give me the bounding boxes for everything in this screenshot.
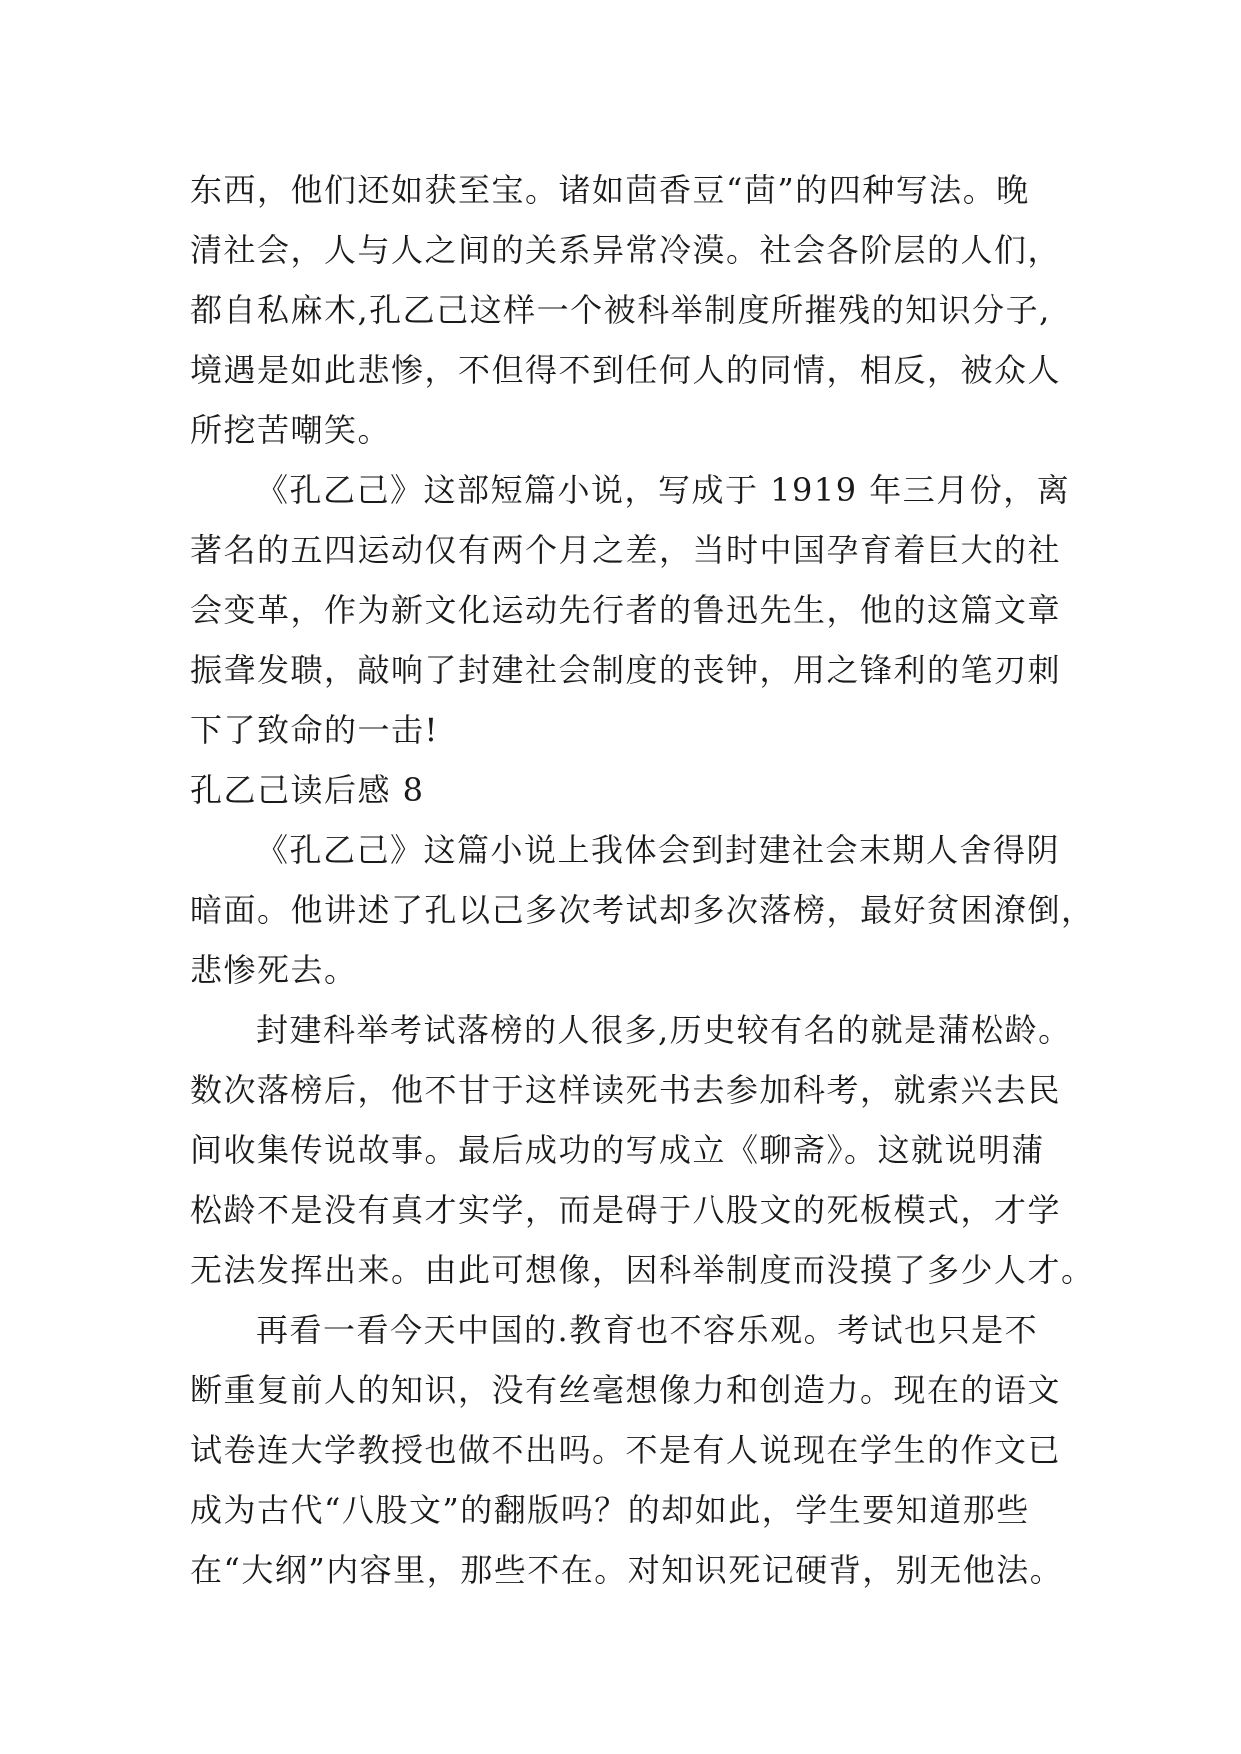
text-line: 悲惨死去。 xyxy=(190,951,358,989)
text-line: 所挖苦嘲笑。 xyxy=(190,411,392,449)
section-heading: 孔乙己读后感 8 xyxy=(190,771,425,809)
text-line: 会变革，作为新文化运动先行者的鲁迅先生，他的这篇文章 xyxy=(190,591,1062,629)
text-line: 东西，他们还如获至宝。诸如茴香豆“茴”的四种写法。晚 xyxy=(190,171,1030,209)
text-line: 境遇是如此悲惨，不但得不到任何人的同情，相反，被众人 xyxy=(190,351,1062,389)
paragraph-start-line: 再看一看今天中国的.教育也不容乐观。考试也只是不 xyxy=(256,1311,1039,1349)
text-line: 都自私麻木,孔乙己这样一个被科举制度所摧残的知识分子, xyxy=(190,291,1051,329)
paragraph-start-line: 《孔乙己》这篇小说上我体会到封建社会末期人舍得阴 xyxy=(256,831,1061,869)
text-line: 数次落榜后，他不甘于这样读死书去参加科考，就索兴去民 xyxy=(190,1071,1062,1109)
paragraph-start-line: 封建科举考试落榜的人很多,历史较有名的就是蒲松龄。 xyxy=(256,1011,1072,1049)
document-body xyxy=(190,160,1095,1600)
text-line: 断重复前人的知识，没有丝毫想像力和创造力。现在的语文 xyxy=(190,1371,1062,1409)
text-line: 试卷连大学教授也做不出吗。不是有人说现在学生的作文已 xyxy=(190,1431,1062,1469)
text-line: 下了致命的一击! xyxy=(190,711,439,749)
text-line: 间收集传说故事。最后成功的写成立《聊斋》。这就说明蒲 xyxy=(190,1131,1046,1169)
text-line: 清社会，人与人之间的关系异常冷漠。社会各阶层的人们， xyxy=(190,231,1062,269)
paragraph-start-line: 《孔乙己》这部短篇小说，写成于 1919 年三月份，离 xyxy=(256,471,1071,509)
text-line: 成为古代“八股文”的翻版吗？的却如此，学生要知道那些 xyxy=(190,1491,1030,1529)
text-line: 暗面。他讲述了孔以己多次考试却多次落榜，最好贫困潦倒， xyxy=(190,891,1095,929)
text-line: 振聋发聩，敲响了封建社会制度的丧钟，用之锋利的笔刃刺 xyxy=(190,651,1062,689)
text-line: 无法发挥出来。由此可想像，因科举制度而没摸了多少人才。 xyxy=(190,1251,1095,1289)
text-line: 在“大纲”内容里，那些不在。对知识死记硬背，别无他法。 xyxy=(190,1551,1064,1589)
text-line: 著名的五四运动仅有两个月之差，当时中国孕育着巨大的社 xyxy=(190,531,1062,569)
text-line: 松龄不是没有真才实学，而是碍于八股文的死板模式，才学 xyxy=(190,1191,1062,1229)
